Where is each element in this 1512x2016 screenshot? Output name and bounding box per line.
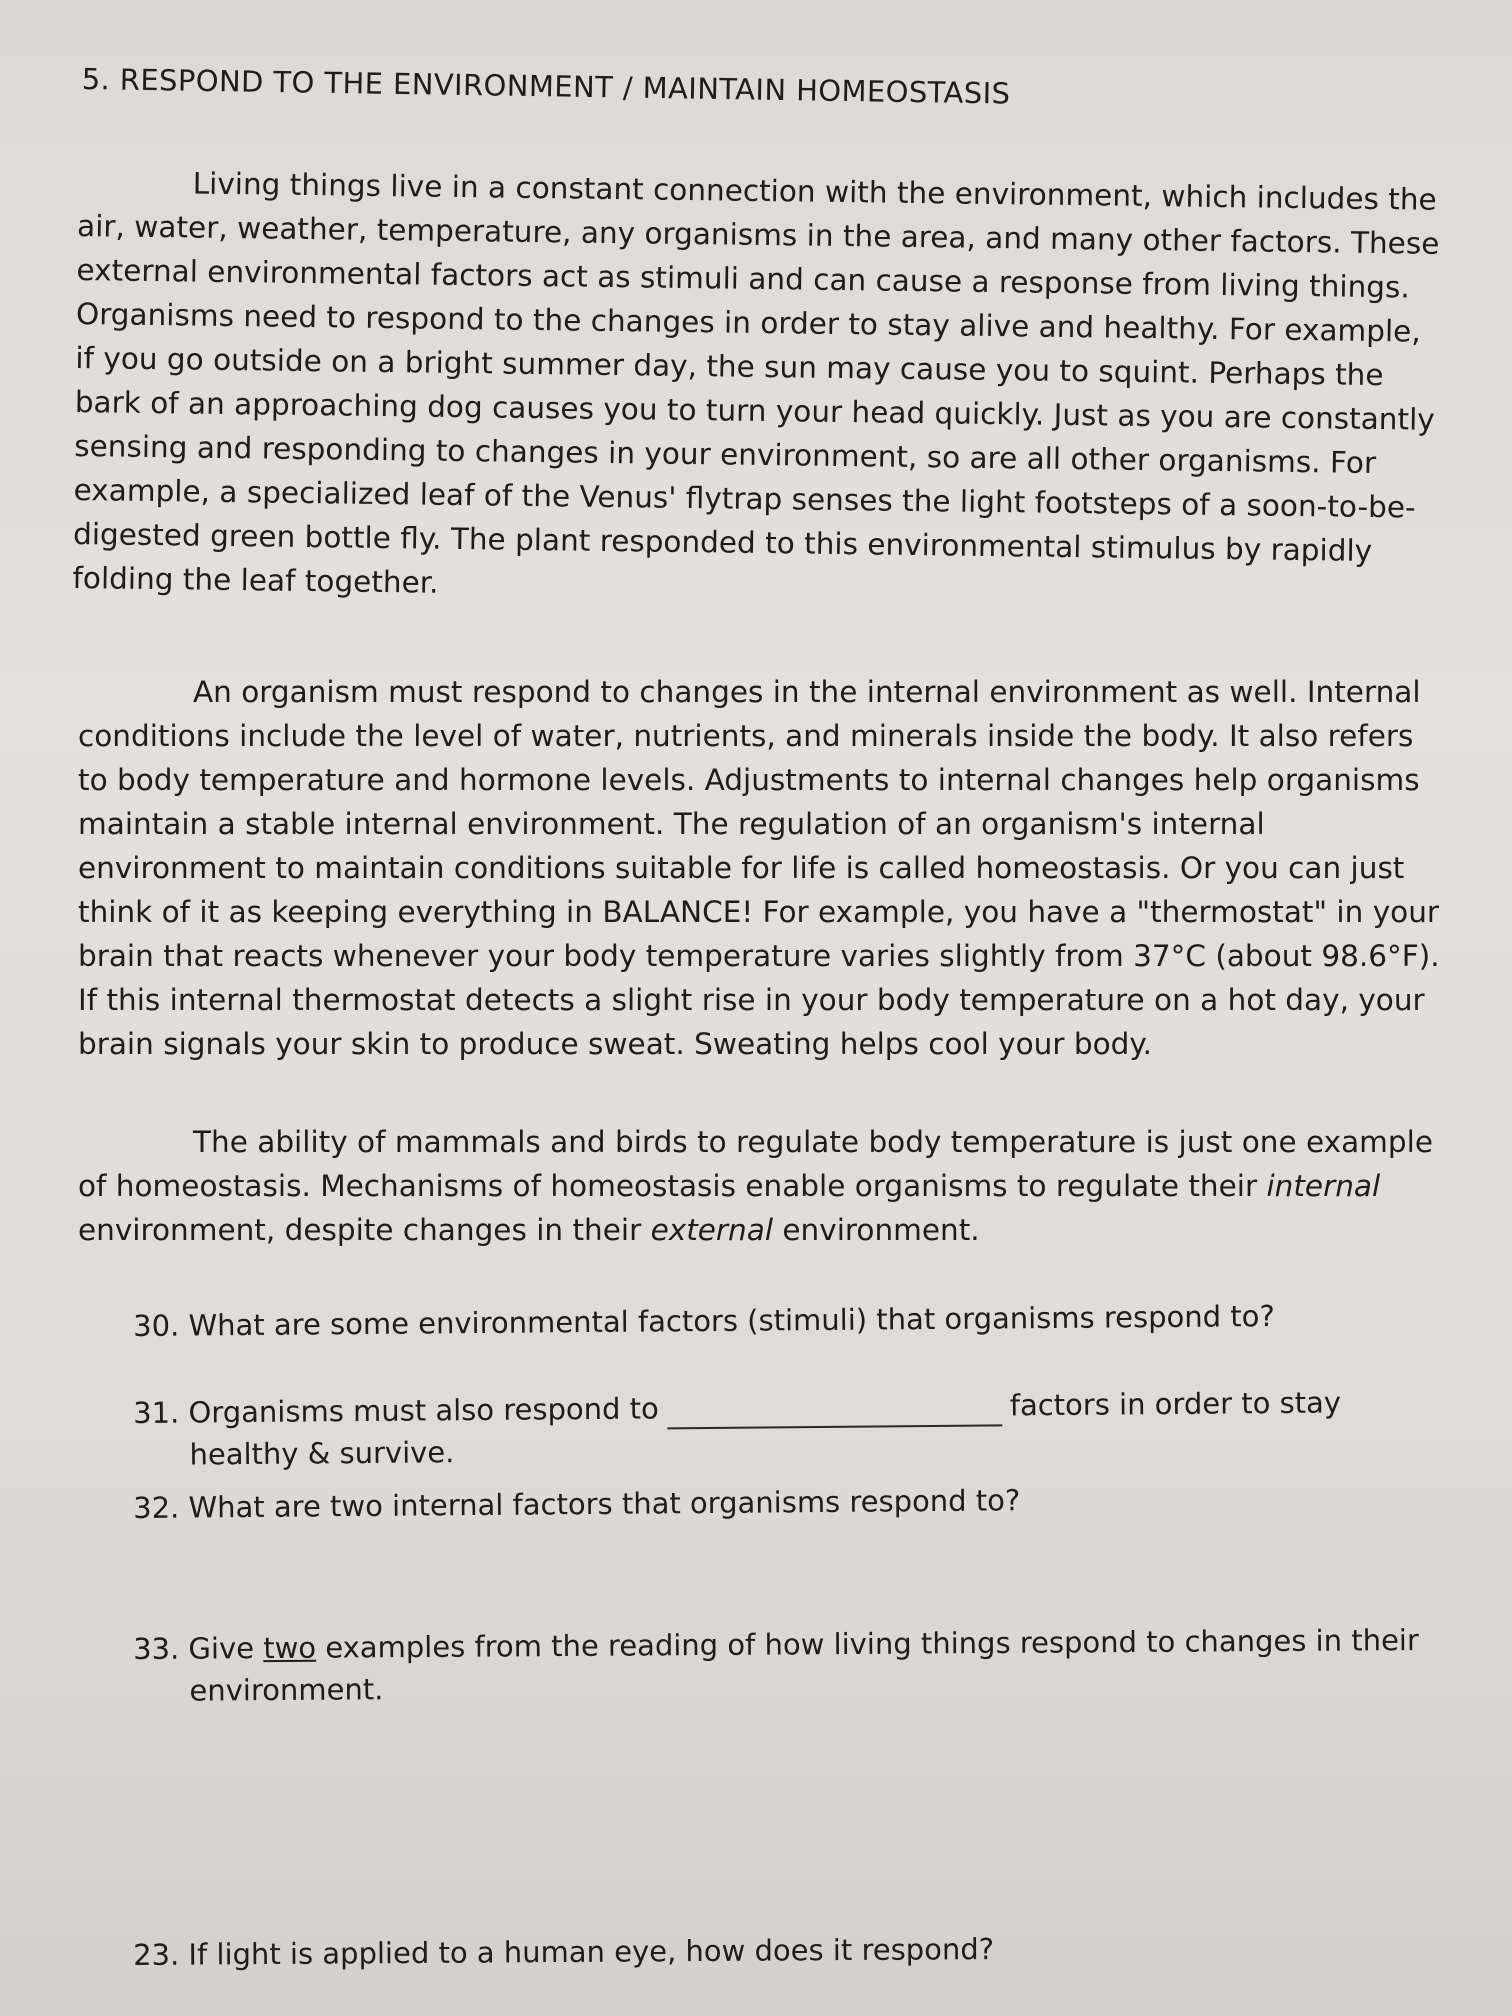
paragraph-external-environment bbox=[72, 160, 1448, 618]
paragraph-internal-environment bbox=[78, 670, 1448, 1066]
emphasis-external: external bbox=[650, 1213, 774, 1247]
question-23 bbox=[133, 1928, 994, 1976]
question-31 bbox=[133, 1381, 1342, 1476]
question-text: Organisms must also respond to bbox=[188, 1391, 659, 1430]
underlined-word: two bbox=[263, 1630, 317, 1666]
emphasis-internal: internal bbox=[1266, 1169, 1381, 1203]
question-30 bbox=[133, 1295, 1275, 1347]
question-line bbox=[133, 1619, 1419, 1670]
paragraph-text bbox=[78, 1120, 1448, 1252]
text-span: environment. bbox=[773, 1213, 980, 1247]
question-text: What are two internal factors that organisms respond to? bbox=[188, 1483, 1021, 1525]
question-33 bbox=[133, 1619, 1419, 1712]
question-text: factors in order to stay bbox=[1009, 1385, 1342, 1423]
text-span: The ability of mammals and birds to regulate body temperature is just one example of homeostasis. Mechanisms of homeostasis enable organisms to regulate their bbox=[78, 1125, 1433, 1203]
paragraph-text: Living things live in a constant connection with the environment, which includes the air, water, weather, temperature, any organisms in the area, and many other factors. These external environmental factors act as stimuli and can cause a response from living things. Organisms need to respond to the changes in order to stay alive and healthy. For example, if you go outside on a bright summer day, the sun may cause you to squint. Perhaps the bark of an approaching dog causes you to turn your head quickly. Just as you are constantly sensing and responding to changes in your environment, so are all other organisms. For example, a specialized leaf of the Venus' flytrap senses the light footsteps of a soon-to-be-digested green bottle fly. The plant responded to this environmental stimulus by rapidly folding the leaf together. bbox=[72, 166, 1440, 600]
question-32 bbox=[133, 1479, 1021, 1529]
text-span: environment, despite changes in their bbox=[78, 1213, 651, 1247]
question-text-line2: healthy & survive. bbox=[189, 1435, 455, 1472]
question-text: examples from the reading of how living things respond to changes in their bbox=[315, 1623, 1419, 1665]
question-number: 32. bbox=[133, 1490, 180, 1525]
question-text-line2: environment. bbox=[189, 1672, 384, 1708]
question-text: If light is applied to a human eye, how does it respond? bbox=[188, 1931, 995, 1972]
question-text: Give bbox=[188, 1631, 264, 1666]
question-number: 31. bbox=[133, 1395, 180, 1430]
question-number: 33. bbox=[133, 1631, 180, 1666]
answer-blank[interactable] bbox=[667, 1396, 1002, 1429]
question-number: 30. bbox=[133, 1308, 180, 1343]
paragraph-homeostasis bbox=[78, 1120, 1448, 1252]
question-text: What are some environmental factors (stimuli) that organisms respond to? bbox=[188, 1299, 1275, 1343]
section-heading: 5. RESPOND TO THE ENVIRONMENT / MAINTAIN HOMEOSTASIS bbox=[81, 62, 1011, 111]
question-number: 23. bbox=[133, 1937, 180, 1972]
paragraph-text: An organism must respond to changes in the internal environment as well. Internal conditions include the level of water, nutrients, and minerals inside the body. It also refers to body temperature and hormone levels. Adjustments to internal changes help organisms maintain a stable internal environment. The regulation of an organism's internal environment to maintain conditions suitable for life is called homeostasis. Or you can just think of it as keeping everything in BALANCE! For example, you have a "thermostat" in your brain that reacts whenever your body temperature varies slightly from 37°C (about 98.6°F). If this internal thermostat detects a slight rise in your body temperature on a hot day, your brain signals your skin to produce sweat. Sweating helps cool your body. bbox=[78, 675, 1440, 1061]
